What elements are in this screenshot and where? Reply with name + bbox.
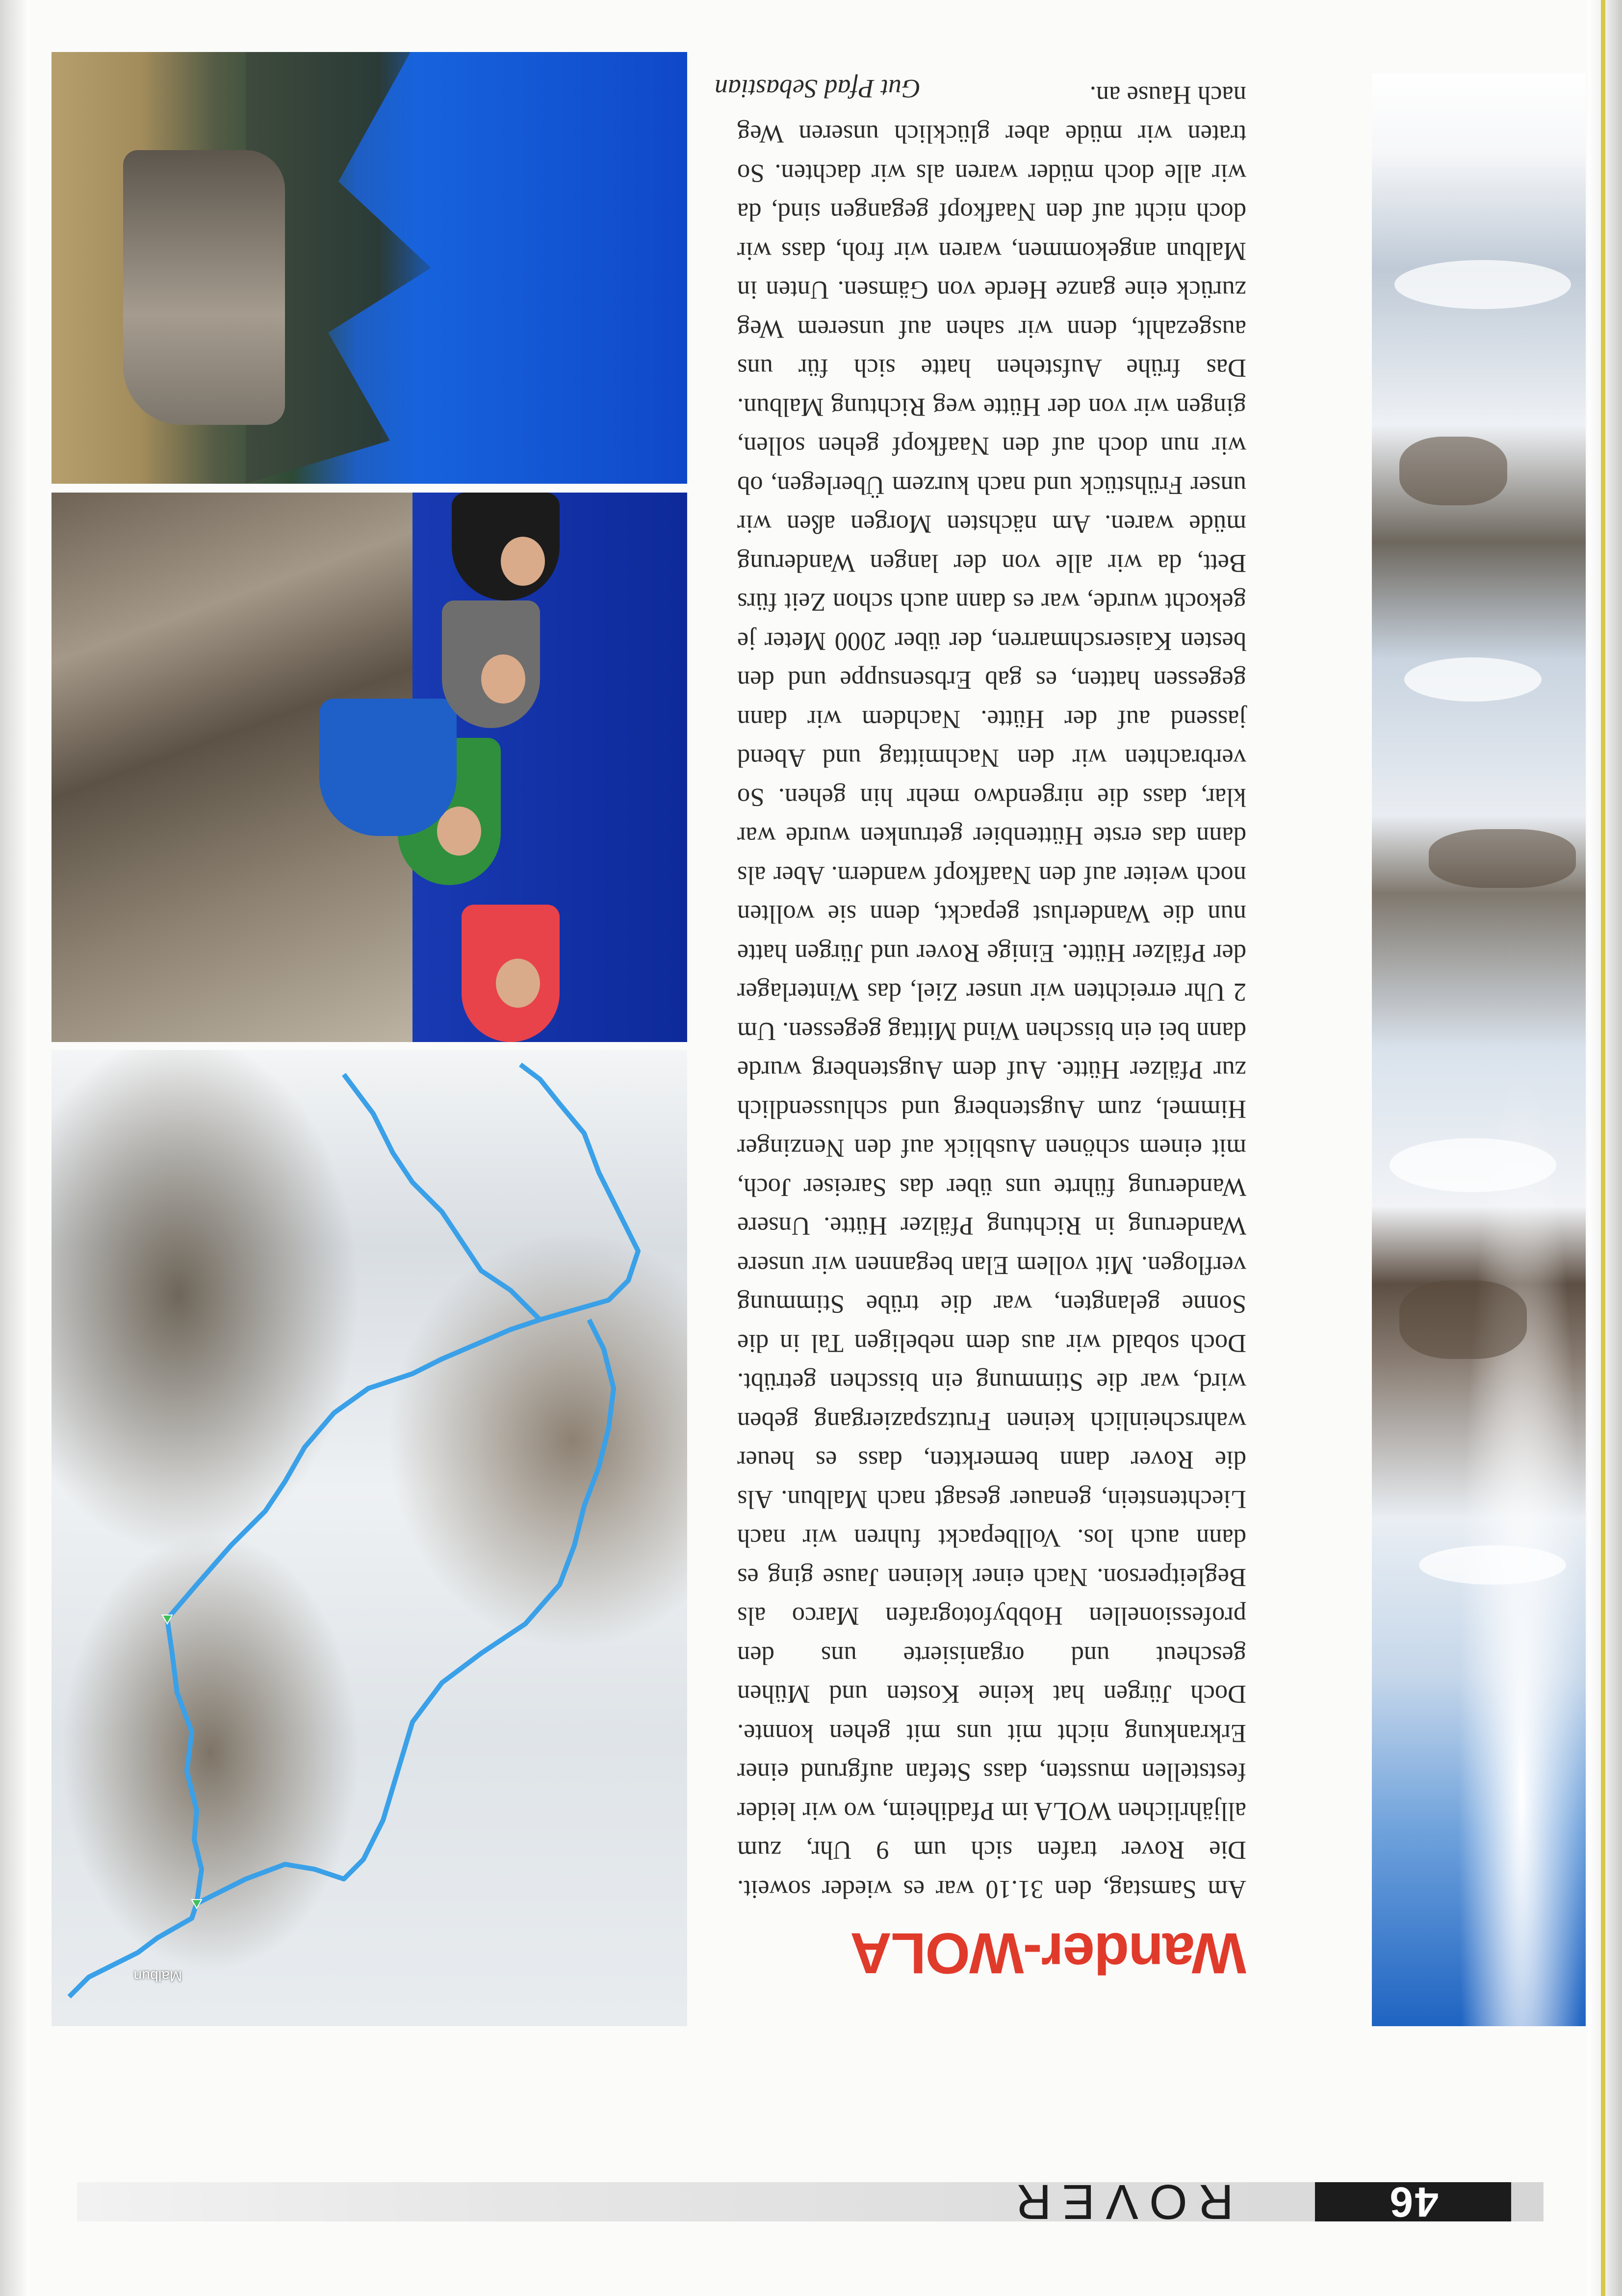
page-edge-shadow [0, 0, 29, 2296]
article-body: Am Samstag, den 31.10 war es wieder soweit. Die Rover trafen sich um 9 Uhr, zum alljährlichen WOLA im Pfadiheim, wo wir leider feststellen mussten, dass Stefan aufgrund einer Erkrankung nicht mit uns mit gehen konnte. Doch Jürgen hat keine Kosten und Mühen gescheut und organisierte uns den professionellen Hobbyfotografen Marco als Begleitperson. Nach einer kleinen Jause ging es dann auch los. Vollbepackt fuhren wir nach Liechtenstein, genauer gesagt nach Malbun. Als die Rover dann bemerkten, dass es heuer wahrscheinlich keinen Frutzspaziergang geben wird, war die Stimmung ein bisschen getrübt. Doch sobald wir aus dem nebeligen Tal in die Sonne gelangten, war die trübe Stimmung verflogen. Mit vollem Elan begannen wir unsere Wanderung in Richtung Pfälzer Hütte. Unsere Wanderung führte uns über das Sareiser Joch, mit einem schönen Ausblick auf den Nenzinger Himmel, zum Augstenberg und schlussendlich zur Pfälzer Hütte. Auf dem Augstenberg wurde dann bei ein bisschen Wind Mittag gegessen. Um 2 Uhr erreichten wir unser Ziel, das Winterlager der Pfälzer Hütte. Einige Rover und Jürgen hatte nun die Wanderlust gepackt, denn sie wollten noch weiter auf den Naafkopf wandern. Aber als dann das erste Hüttenbier getrunken wurde war klar, dass die nirgendwo mehr hin gehen. So verbrachten wir den Nachmittag und Abend jassend auf der Hütte. Nachdem wir dann gegessen hatten, es gab Erbsensuppe und den besten Kaiserschmarren, der über 2000 Meter je gekocht wurde, war es dann auch schon Zeit fürs Bett, da wir alle von der langen Wanderung müde waren. Am nächsten Morgen aßen wir unser Frühstück und nach kurzem Überlegen, ob wir nun doch auf den Naafkopf gehen sollen, gingen wir von der Hütte weg Richtung Malbun. Das frühe Aufstehen hatte sich für uns ausgezahlt, denn wir sahen auf unserem Weg zurück eine ganze Herde von Gämsen. Unten in Malbun angekommen, waren wir froh, dass wir doch nicht auf den Naafkopf gegangen sind, da wir alle doch müder waren als wir dachten. So traten wir müde aber glücklich unseren Weg nach Hause an. [737, 81, 1246, 1904]
map-label-malbun: Malbun [133, 1968, 182, 1984]
hiking-route-line [51, 1050, 687, 2026]
valley-landscape-photo [51, 52, 687, 484]
binding-stripe [1601, 0, 1605, 2296]
cliff-rock [123, 150, 285, 425]
page-number-box [1315, 2178, 1511, 2226]
article-title: Wander-WOLA [850, 1921, 1246, 1985]
route-map-photo [51, 1050, 687, 2026]
article-signature: Gut Pfad Sebastian [715, 74, 921, 104]
group-summit-photo [51, 493, 687, 1042]
page-number: 46 [1388, 2178, 1439, 2226]
snowy-mountain-photo [1372, 74, 1586, 2026]
section-name: ROVER [1005, 2174, 1234, 2229]
